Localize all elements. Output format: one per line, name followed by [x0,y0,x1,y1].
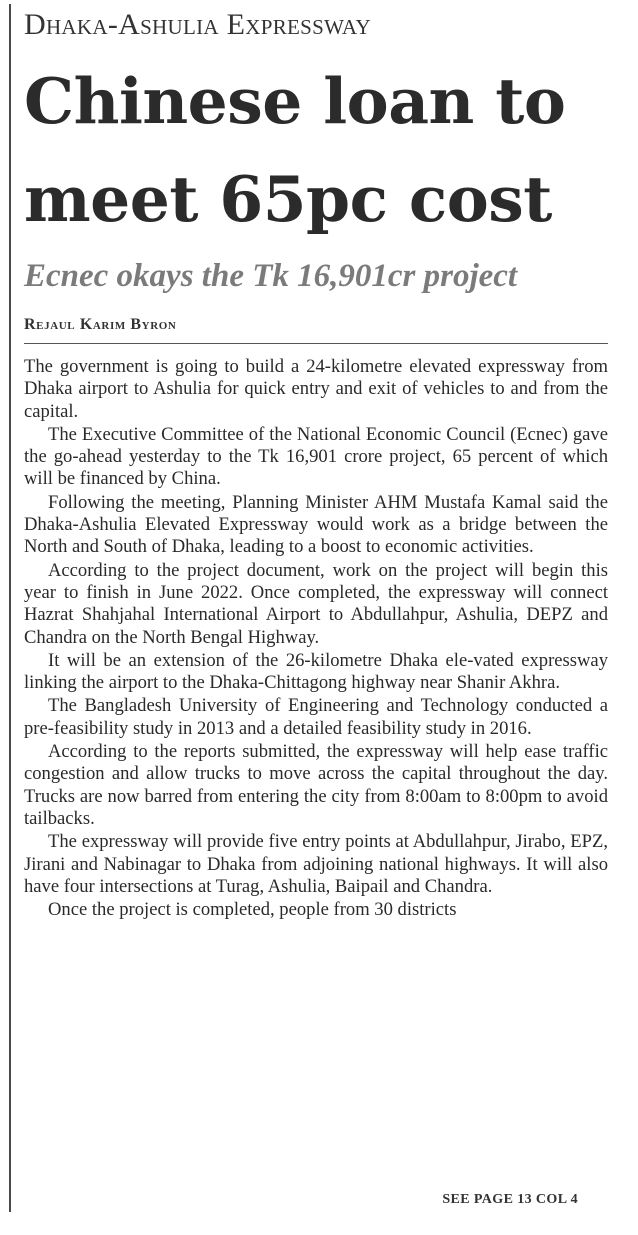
paragraph: The Executive Committee of the National Economic Council (Ecnec) gave the go-ahead yesterday to the Tk 16,901 crore project, 65 percent of which will be financed by China. [24,423,608,490]
byline-divider [24,343,608,344]
paragraph: Following the meeting, Planning Minister AHM Mustafa Kamal said the Dhaka-Ashulia Elevated Expressway would work as a bridge between the North and South of Dhaka, leading to a boost to economic activities. [24,491,608,558]
paragraph: According to the reports submitted, the expressway will help ease traffic congestion and allow trucks to move across the capital throughout the day. Trucks are now barred from entering the city from 8:00am to 8:00pm to avoid tailbacks. [24,741,608,829]
article-body [24,356,608,922]
paragraph: According to the project document, work on the project will begin this year to finish in June 2022. Once completed, the expressway will connect Hazrat Shahjahal International Airport to Abdullahpur, Ashulia, DEPZ and Chandra on the North Bengal Highway. [24,559,608,648]
paragraph: The expressway will provide five entry points at Abdullahpur, Jirabo, EPZ, Jirani and Nabinagar to Dhaka from adjoining national highways. It will also have four intersections at Turag, Ashulia, Baipail and Chandra. [24,831,608,897]
continuation-jump-line: SEE PAGE 13 COL 4 [442,1192,578,1207]
headline-line-2: meet 65pc cost [24,162,552,236]
kicker: Dhaka-Ashulia Expressway [24,8,371,41]
byline: Rejaul Karim Byron [24,316,177,333]
paragraph: The Bangladesh University of Engineering and Technology conducted a pre-feasibility study in 2013 and a detailed feasibility study in 2016. [24,695,608,739]
paragraph: Once the project is completed, people from 30 districts [48,899,457,921]
left-column-rule [9,4,11,1212]
paragraph: It will be an extension of the 26-kilometre Dhaka ele-vated expressway linking the airport to the Dhaka-Chittagong highway near Shanir Akhra. [24,649,608,694]
headline [24,52,565,248]
subheadline: Ecnec okays the Tk 16,901cr project [24,258,518,294]
paragraph: The government is going to build a 24-kilometre elevated expressway from Dhaka airport to Ashulia for quick entry and exit of vehicles to and from the capital. [24,356,608,422]
headline-line-1: Chinese loan to [24,64,566,138]
